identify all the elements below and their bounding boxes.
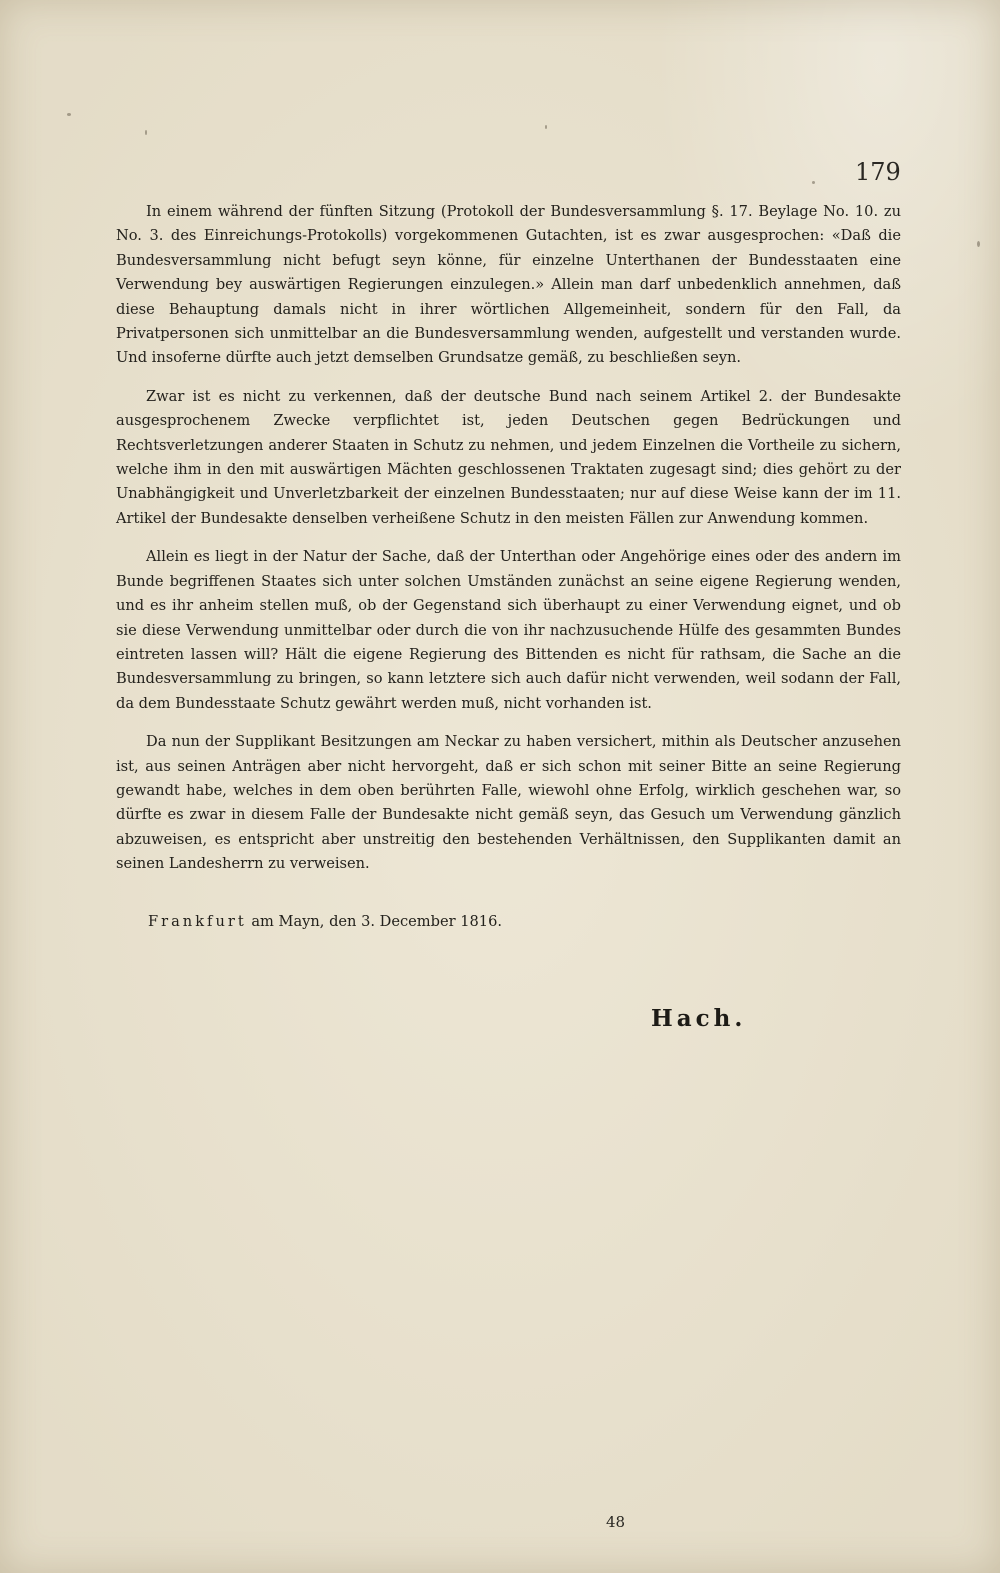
signature: Hach.: [651, 1005, 747, 1032]
place-name: Frankfurt: [148, 913, 247, 930]
paragraph-3: Allein es liegt in der Natur der Sache, daß der Unterthan oder Angehörige eines oder des andern im Bunde begriffenen Staates sich unter solchen Umständen zunächst an seine eigene Regierung wenden, und es ihr anheim stellen muß, ob der Gegenstand sich überhaupt zu einer Verwendung eignet, und ob sie diese Verwendung unmittelbar oder durch die von ihr nachzusuchende Hülfe des gesammten Bundes eintreten lassen will? Hält die eigene Regierung des Bittenden es nicht für rathsam, die Sache an die Bundesversammlung zu bringen, so kann letztere sich auch dafür nicht verwenden, weil sodann der Fall, da dem Bundesstaate Schutz gewährt werden muß, nicht vorhanden ist.: [116, 548, 901, 712]
paragraph-2: Zwar ist es nicht zu verkennen, daß der deutsche Bund nach seinem Artikel 2. der Bundesakte ausgesprochenem Zwecke verpflichtet ist, jeden Deutschen gegen Bedrückungen und Rechtsverletzungen anderer Staaten in Schutz zu nehmen, und jedem Einzelnen die Vortheile zu sichern, welche ihm in den mit auswärtigen Mächten geschlossenen Traktaten zugesagt sind; dies gehört zu der Unabhängigkeit und Unverletzbarkeit der einzelnen Bundesstaaten; nur auf diese Weise kann der im 11. Artikel der Bundesakte denselben verheißene Schutz in den meisten Fällen zur Anwendung kommen.: [116, 387, 901, 527]
paper-speck: [545, 125, 547, 129]
paper-speck: [977, 241, 980, 247]
place-and-date: [148, 913, 502, 930]
paper-speck: [145, 130, 147, 135]
paragraph-1: In einem während der fünften Sitzung (Protokoll der Bundesversammlung §. 17. Beylage No. 10. zu No. 3. des Einreichungs-Protokolls) vorgekommenen Gutachten, ist es zwar ausgesprochen: «Daß die Bundesversammlung nicht befugt seyn könne, für einzelne Unterthanen der Bundesstaaten eine Verwendung bey auswärtigen Regierungen einzulegen.» Allein man darf unbedenklich annehmen, daß diese Behauptung damals nicht in ihrer wörtlichen Allgemeinheit, sondern für den Fall, da Privatpersonen sich unmittelbar an die Bundesversammlung wenden, aufgestellt und verstanden wurde. Und insoferne dürfte auch jetzt demselben Grundsatze gemäß, zu beschließen seyn.: [116, 203, 901, 367]
signature-mark: 48: [606, 1513, 626, 1531]
paper-speck: [812, 181, 815, 184]
paper-speck: [67, 113, 71, 116]
paragraph-4: Da nun der Supplikant Besitzungen am Neckar zu haben versichert, mithin als Deutscher anzusehen ist, aus seinen Anträgen aber nicht hervorgeht, daß er sich schon mit seiner Bitte an seine Regierung gewandt habe, welches in dem oben berührten Falle, wiewohl ohne Erfolg, wirklich geschehen war, so dürfte es zwar in diesem Falle der Bundesakte nicht gemäß seyn, das Gesuch um Verwendung gänzlich abzuweisen, es entspricht aber unstreitig den bestehenden Verhältnissen, den Supplikanten damit an seinen Landesherrn zu verweisen.: [116, 733, 901, 873]
date-line: am Mayn, den 3. December 1816.: [251, 913, 503, 930]
body-text: [116, 200, 901, 891]
page-number: 179: [855, 158, 901, 186]
